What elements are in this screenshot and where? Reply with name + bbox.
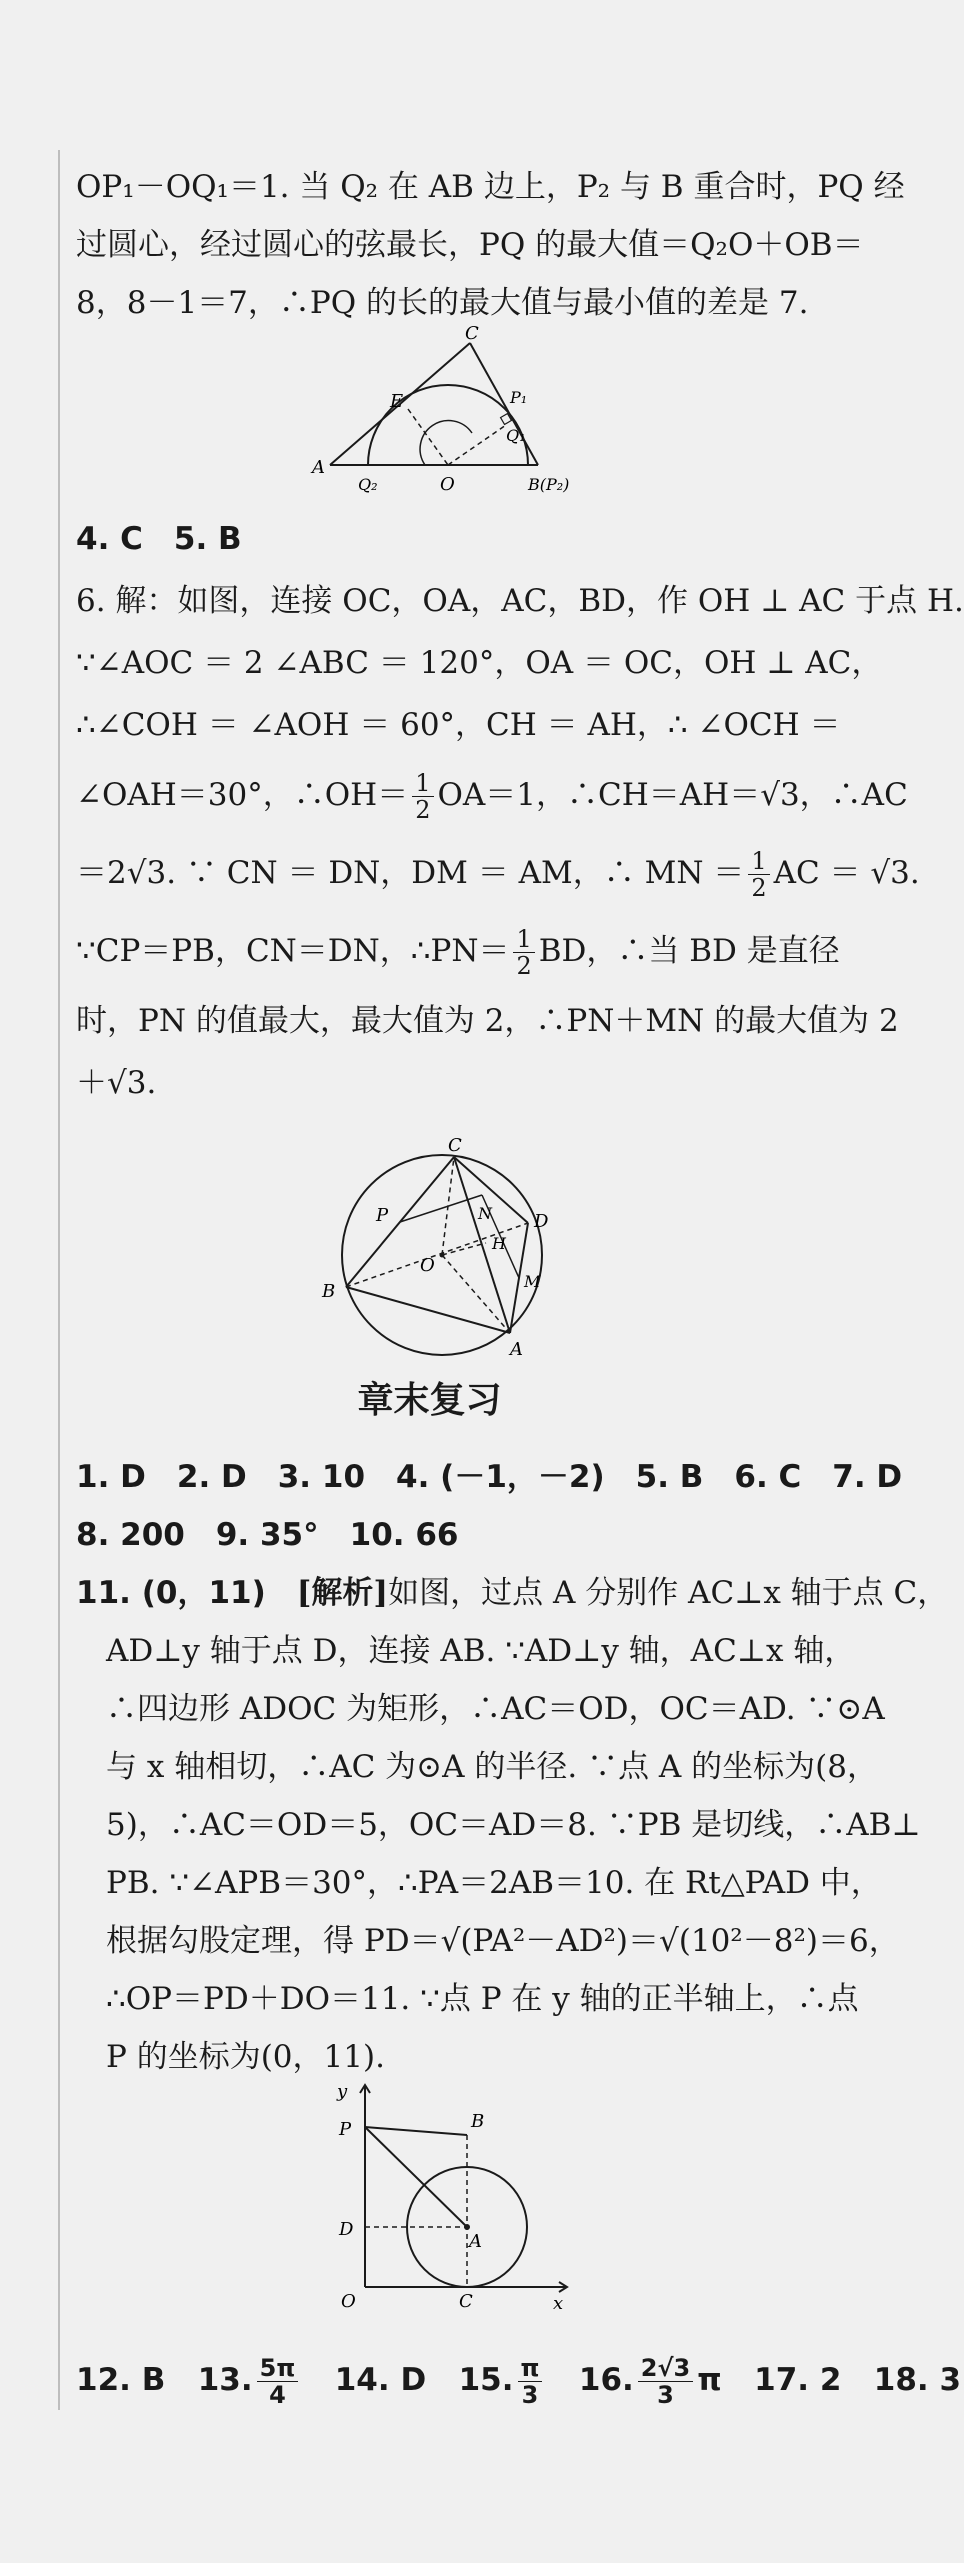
label: y bbox=[337, 2081, 348, 2102]
label: Q₁ bbox=[506, 426, 526, 445]
question-number: 11. (0，11) bbox=[76, 1575, 297, 1611]
answer-16-label: 16. bbox=[578, 2362, 634, 2398]
label: P₁ bbox=[510, 388, 528, 407]
text-segment: AC ＝ √3. bbox=[773, 855, 920, 891]
denominator: 2 bbox=[751, 874, 767, 902]
answer-15-label: 15. bbox=[458, 2362, 514, 2398]
label: Q₂ bbox=[358, 475, 378, 494]
text-line: 4. C 5. B bbox=[76, 521, 242, 557]
text-line: ∴OP＝PD＋DO＝11. ∵点 P 在 y 轴的正半轴上，∴点 bbox=[106, 1981, 859, 2017]
text-line: ＋√3. bbox=[76, 1065, 157, 1101]
text-line: 6. 解：如图，连接 OC，OA，AC，BD，作 OH ⊥ AC 于点 H. bbox=[76, 583, 964, 619]
text-line: 8. 200 9. 35° 10. 66 bbox=[76, 1517, 459, 1553]
figure-triangle-semicircle bbox=[310, 325, 610, 505]
fraction-half bbox=[412, 770, 433, 823]
fraction-half bbox=[513, 926, 534, 979]
text-line: ∴∠COH ＝ ∠AOH ＝ 60°，CH ＝ AH，∴ ∠OCH ＝ bbox=[76, 707, 841, 743]
fraction-half bbox=[748, 848, 769, 901]
denominator: 3 bbox=[521, 2381, 539, 2409]
numerator: π bbox=[518, 2355, 543, 2382]
fraction bbox=[257, 2355, 299, 2408]
label: H bbox=[492, 1234, 506, 1253]
label: A bbox=[469, 2231, 482, 2252]
text-segment: 如图，过点 A 分别作 AC⊥x 轴于点 C， bbox=[388, 1575, 949, 1611]
margin-line bbox=[58, 150, 60, 2410]
answer-13-label: 13. bbox=[197, 2362, 253, 2398]
label: x bbox=[553, 2293, 564, 2314]
label: C bbox=[465, 323, 479, 344]
label: M bbox=[524, 1272, 541, 1291]
denominator: 3 bbox=[657, 2381, 674, 2409]
text-line: 过圆心，经过圆心的弦最长，PQ 的最大值＝Q₂O＋OB＝ bbox=[76, 227, 864, 263]
denominator: 2 bbox=[516, 952, 532, 980]
label: E bbox=[390, 391, 404, 412]
solution-continuation bbox=[76, 158, 905, 332]
text-segment: ∵CP＝PB，CN＝DN，∴PN＝ bbox=[76, 933, 510, 969]
answer-18: 18. 3 bbox=[873, 2362, 962, 2398]
label: O bbox=[341, 2291, 356, 2312]
pi-suffix: π bbox=[697, 2362, 722, 2398]
text-line: 时，PN 的值最大，最大值为 2，∴PN＋MN 的最大值为 2 bbox=[76, 1003, 899, 1039]
label: O bbox=[440, 474, 455, 495]
text-line bbox=[76, 912, 840, 990]
text-line bbox=[76, 1564, 949, 1622]
label: A bbox=[510, 1339, 523, 1360]
fraction bbox=[638, 2355, 693, 2408]
text-line: OP₁－OQ₁＝1. 当 Q₂ 在 AB 边上，P₂ 与 B 重合时，PQ 经 bbox=[76, 169, 905, 205]
text-line: PB. ∵∠APB＝30°，∴PA＝2AB＝10. 在 Rt△PAD 中， bbox=[106, 1865, 882, 1901]
answer-12: 12. B bbox=[76, 2362, 166, 2398]
label: B bbox=[322, 1281, 336, 1302]
text-line: 根据勾股定理，得 PD＝√(PA²－AD²)＝√(10²－8²)＝6， bbox=[106, 1923, 900, 1959]
center-point bbox=[440, 1253, 445, 1258]
text-line: 1. D 2. D 3. 10 4. (－1，－2) 5. B 6. C 7. D bbox=[76, 1459, 903, 1495]
answer-17: 17. 2 bbox=[754, 2362, 842, 2398]
label: N bbox=[478, 1204, 492, 1223]
numerator: 5π bbox=[257, 2355, 299, 2382]
label: C bbox=[448, 1135, 462, 1156]
denominator: 2 bbox=[415, 796, 431, 824]
label: A bbox=[312, 457, 325, 478]
analysis-tag: [解析] bbox=[296, 1575, 389, 1611]
numerator: 1 bbox=[513, 926, 534, 953]
numerator: 1 bbox=[748, 848, 769, 875]
answers-4-5 bbox=[76, 510, 816, 568]
text-line: ∴四边形 ADOC 为矩形，∴AC＝OD，OC＝AD. ∵⊙A bbox=[106, 1691, 885, 1727]
label: C bbox=[459, 2291, 473, 2312]
text-line bbox=[76, 834, 920, 912]
text-line: P 的坐标为(0，11). bbox=[106, 2039, 385, 2075]
text-line: 8，8－1＝7，∴PQ 的长的最大值与最小值的差是 7. bbox=[76, 285, 809, 321]
text-line: ∵∠AOC ＝ 2 ∠ABC ＝ 120°，OA ＝ OC，OH ⊥ AC， bbox=[76, 645, 883, 681]
label: D bbox=[534, 1211, 549, 1232]
label: P bbox=[339, 2119, 352, 2140]
numerator: 2√3 bbox=[638, 2355, 693, 2382]
label: O bbox=[420, 1255, 435, 1276]
problem-6 bbox=[76, 570, 964, 1114]
review-answers bbox=[76, 1448, 949, 2086]
text-line: AD⊥y 轴于点 D，连接 AB. ∵AD⊥y 轴，AC⊥x 轴， bbox=[106, 1633, 856, 1669]
label: B(P₂) bbox=[528, 475, 570, 494]
text-segment: OA＝1，∴CH＝AH＝√3，∴AC bbox=[437, 777, 908, 813]
answers-12-18 bbox=[76, 2340, 962, 2420]
denominator: 4 bbox=[269, 2381, 286, 2409]
answer-14: 14. D bbox=[334, 2362, 427, 2398]
label: B bbox=[471, 2111, 485, 2132]
label: D bbox=[339, 2219, 354, 2240]
text-line: 5)，∴AC＝OD＝5，OC＝AD＝8. ∵PB 是切线，∴AB⊥ bbox=[106, 1807, 921, 1843]
center-point bbox=[464, 2224, 470, 2230]
figure-circle-quadrilateral bbox=[310, 1135, 580, 1365]
label: P bbox=[376, 1205, 389, 1226]
fraction bbox=[518, 2355, 543, 2408]
text-segment: ＝2√3. ∵ CN ＝ DN，DM ＝ AM，∴ MN ＝ bbox=[76, 855, 745, 891]
text-segment: ∠OAH＝30°，∴OH＝ bbox=[76, 777, 409, 813]
figure-coordinate-circle bbox=[325, 2075, 585, 2315]
numerator: 1 bbox=[412, 770, 433, 797]
text-line bbox=[76, 2340, 962, 2420]
text-segment: BD，∴当 BD 是直径 bbox=[538, 933, 840, 969]
text-line bbox=[76, 756, 908, 834]
chapter-title: 章末复习 bbox=[357, 1380, 502, 1421]
text-line: 与 x 轴相切，∴AC 为⊙A 的半径. ∵点 A 的坐标为(8， bbox=[106, 1749, 878, 1785]
